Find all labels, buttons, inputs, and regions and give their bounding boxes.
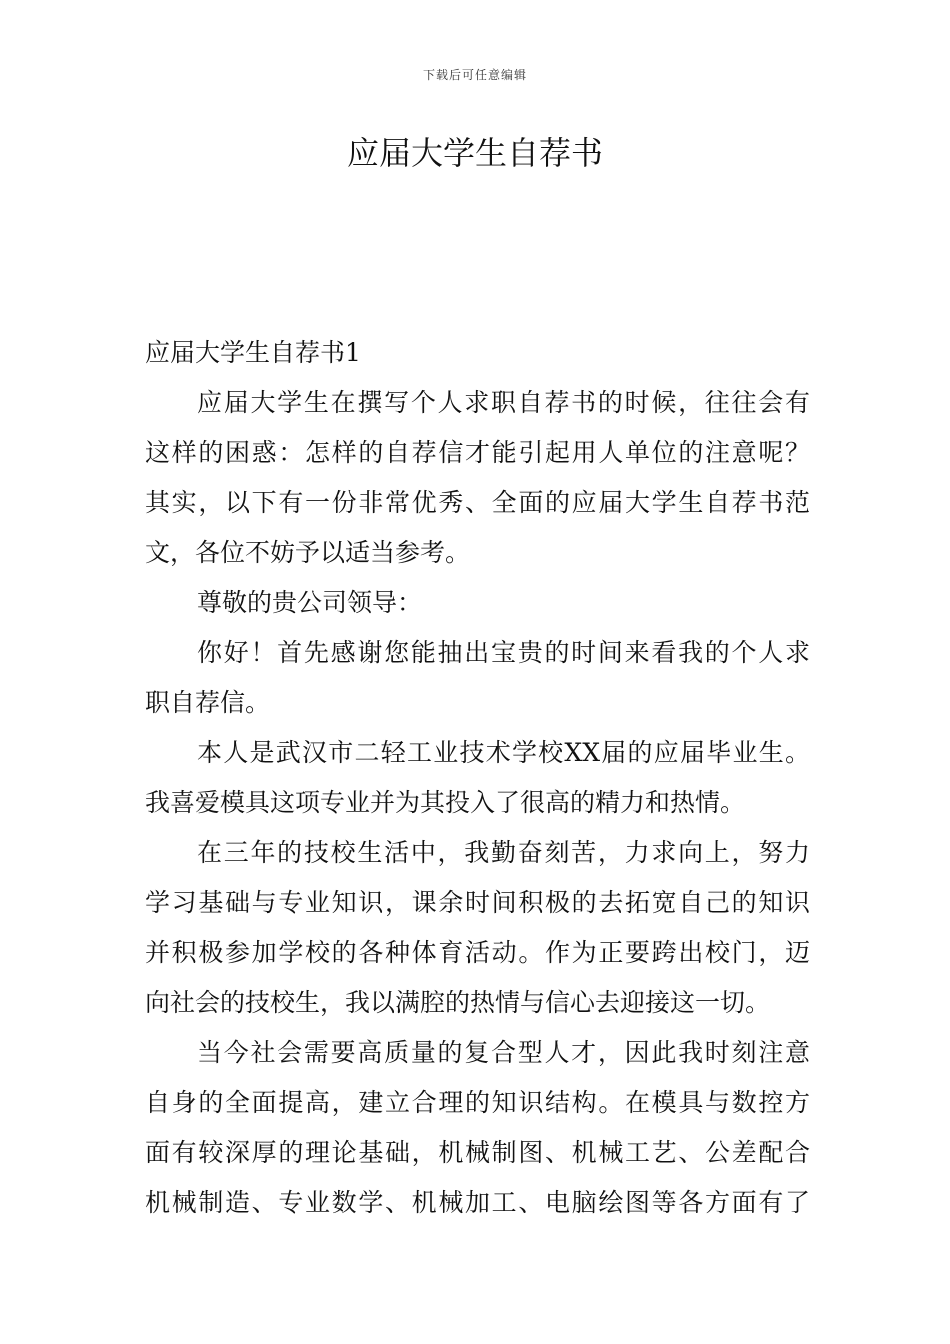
text-line: 其实，以下有一份非常优秀、全面的应届大学生自荐书范	[145, 488, 810, 517]
text-line: 应届大学生自荐书1	[145, 338, 361, 367]
header-note: 下载后可任意编辑	[422, 68, 527, 82]
text-line: 尊敬的贵公司领导：	[197, 588, 423, 617]
text-line: 学习基础与专业知识，课余时间积极的去拓宽自己的知识	[145, 888, 810, 917]
text-line: 并积极参加学校的各种体育活动。作为正要跨出校门，迈	[145, 938, 810, 967]
text-line: 职自荐信。	[145, 688, 271, 717]
text-line: 你好！首先感谢您能抽出宝贵的时间来看我的个人求	[197, 638, 810, 667]
text-line: 向社会的技校生，我以满腔的热情与信心去迎接这一切。	[145, 988, 771, 1017]
text-line: 我喜爱模具这项专业并为其投入了很高的精力和热情。	[145, 788, 746, 817]
document-body	[145, 328, 810, 1228]
text-line: 当今社会需要高质量的复合型人才，因此我时刻注意	[197, 1038, 810, 1067]
text-line: 本人是武汉市二轻工业技术学校XX届的应届毕业生。	[197, 738, 810, 767]
text-line: 在三年的技校生活中，我勤奋刻苦，力求向上，努力	[197, 838, 810, 867]
text-line: 自身的全面提高，建立合理的知识结构。在模具与数控方	[145, 1088, 810, 1117]
document-title: 应届大学生自荐书	[346, 134, 603, 172]
text-line: 机械制造、专业数学、机械加工、电脑绘图等各方面有了	[145, 1188, 810, 1217]
text-line: 面有较深厚的理论基础，机械制图、机械工艺、公差配合	[145, 1138, 810, 1167]
text-line: 应届大学生在撰写个人求职自荐书的时候，往往会有	[197, 388, 810, 417]
text-line: 这样的困惑：怎样的自荐信才能引起用人单位的注意呢？	[145, 438, 810, 467]
text-line: 文，各位不妨予以适当参考。	[145, 538, 471, 567]
